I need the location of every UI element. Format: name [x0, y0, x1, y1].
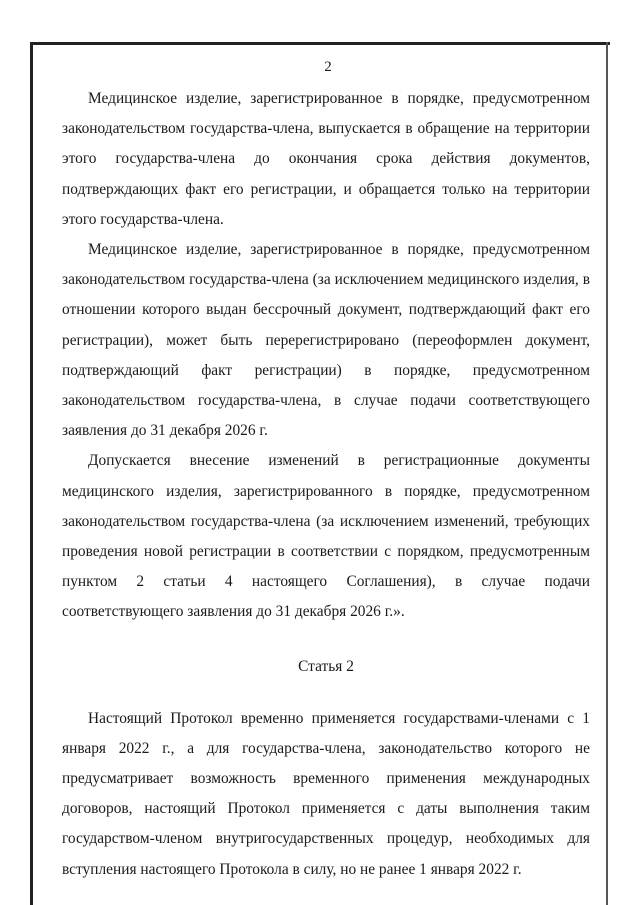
paragraph-reregistration: Медицинское изделие, зарегистрированное в порядке, предусмотренном законодательством государства-члена (за исключением медицинского изделия, в отношении которого выдан бессрочный документ, подтверждающий факт его регистрации), может быть перерегистрировано (переоформлен документ, подтверждающий факт регистрации) в порядке, предусмотренном законодательством государства-члена, в случае подачи соответствующего заявления до 31 декабря 2026 г. [62, 241, 590, 440]
article-heading: Статья 2 [298, 657, 354, 675]
document-page [62, 52, 590, 885]
scan-border-right [606, 42, 608, 905]
scan-border-left [30, 42, 33, 905]
paragraph-document-changes: Допускается внесение изменений в регистрационные документы медицинского изделия, зарегистрированного в порядке, предусмотренном законодательством государства-члена (за исключением изменений, требующих проведения новой регистрации в соответствии с порядком, предусмотренным пунктом 2 статьи 4 настоящего Соглашения), в случае подачи соответствующего заявления до 31 декабря 2026 г.». [62, 452, 590, 621]
scan-border-top [30, 42, 610, 45]
page-number: 2 [324, 59, 332, 75]
paragraph-registration-validity: Медицинское изделие, зарегистрированное в порядке, предусмотренном законодательством государства-члена, выпускается в обращение на территории этого государства-члена до окончания срока действия документов, подтверждающих факт его регистрации, и обращается только на территории этого государства-члена. [62, 90, 590, 228]
paragraph-provisional-application: Настоящий Протокол временно применяется государствами-членами с 1 января 2022 г., а для государства-члена, законодательство которого не предусматривает возможность временного применения международных договоров, настоящий Протокол применяется с даты выполнения таким государством-членом внутригосударственных процедур, необходимых для вступления настоящего Протокола в силу, но не ранее 1 января 2022 г. [62, 709, 590, 878]
